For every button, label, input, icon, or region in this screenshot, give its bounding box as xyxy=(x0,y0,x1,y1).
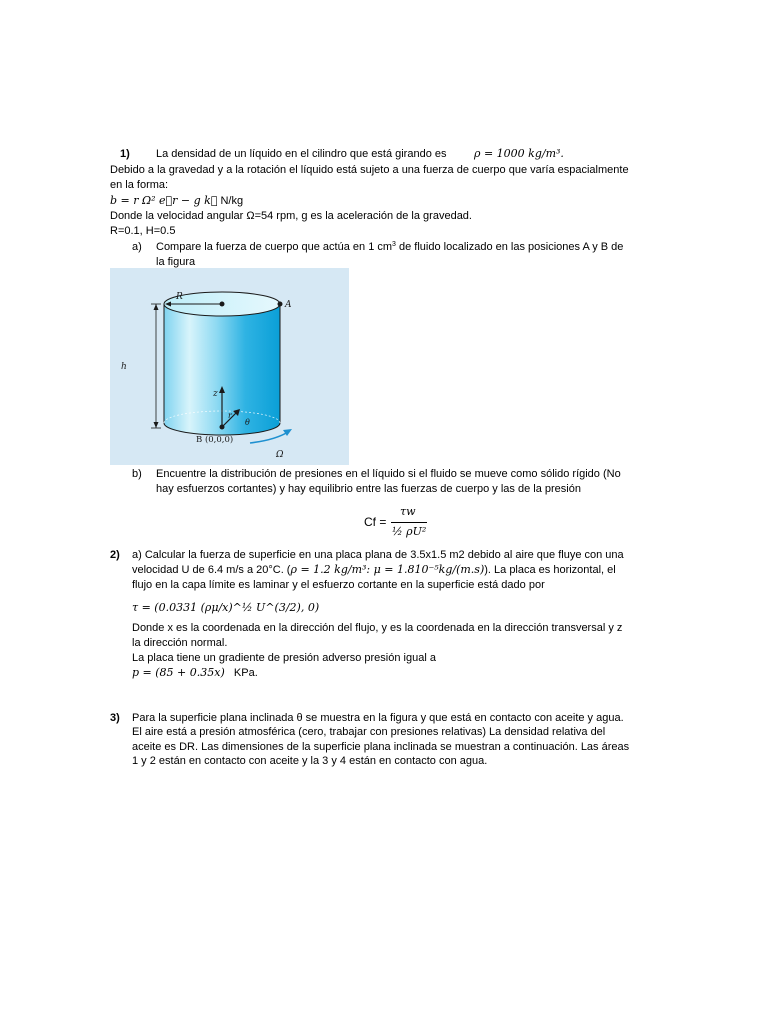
density-formula: ρ = 1000 kg/m³. xyxy=(474,147,564,160)
body-force-formula: b = r Ω² e⃗r − g k⃗ xyxy=(110,194,218,207)
p3-line3: aceite es DR. Las dimensiones de la superficie plana inclinada se muestran a continuación. Las áreas xyxy=(132,741,630,753)
p2-line1: a) Calcular la fuerza de superficie en una placa plana de 3.5x1.5 m2 debido al aire que fluye con una xyxy=(132,549,624,561)
rotating-cylinder-figure xyxy=(110,268,349,465)
p3-line4: 1 y 2 están en contacto con aceite y la 3 y 4 están en contacto con agua. xyxy=(132,755,488,767)
air-properties-formula: ρ = 1.2 kg/m³: μ = 1.810⁻⁵kg/(m.s) xyxy=(290,563,485,576)
part-a-text: Compare la fuerza de cuerpo que actúa en 1 cm xyxy=(156,241,393,253)
p2-line2-end: ). La placa es horizontal, el xyxy=(484,564,616,576)
p2-line3: flujo en la capa límite es laminar y el esfuerzo cortante en la superficie está dado por xyxy=(132,579,545,591)
label-theta: θ xyxy=(245,418,250,427)
p2-line2-start: velocidad U de 6.4 m/s a 20°C. ( xyxy=(132,564,291,576)
label-R: R xyxy=(176,292,183,302)
p1-line5: R=0.1, H=0.5 xyxy=(110,225,176,237)
label-B: B (0,0,0) xyxy=(196,435,234,445)
cf-lhs: Cf = xyxy=(364,515,387,529)
pressure-formula: p = (85 + 0.35x) xyxy=(132,666,225,679)
body-force-formula-line xyxy=(110,194,243,208)
problem-3-number: 3) xyxy=(110,712,120,724)
p2-line2 xyxy=(132,563,616,577)
part-b-label: b) xyxy=(132,468,142,480)
label-Omega: Ω xyxy=(276,450,284,460)
part-a-text-cont: de fluido localizado en las posiciones A y B de xyxy=(395,241,624,253)
p2-line5: la dirección normal. xyxy=(132,637,228,649)
label-r: r xyxy=(228,411,232,420)
p1-line3: en la forma: xyxy=(110,179,169,191)
part-a-label: a) xyxy=(132,241,142,253)
point-B xyxy=(220,425,225,430)
body-force-unit: N/kg xyxy=(217,195,244,207)
pressure-unit: KPa. xyxy=(233,667,258,679)
pressure-formula-line xyxy=(132,666,258,680)
problem-2-number: 2) xyxy=(110,549,120,561)
top-center-point xyxy=(220,302,225,307)
part-a-superscript: 3 xyxy=(392,241,396,248)
p1-line2: Debido a la gravedad y a la rotación el líquido está sujeto a una fuerza de cuerpo que varía espacialmente xyxy=(110,164,629,176)
part-a-line1 xyxy=(156,240,623,256)
p3-line1: Para la superficie plana inclinada θ se muestra en la figura y que está en contacto con aceite y agua. xyxy=(132,712,624,724)
label-h: h xyxy=(121,362,127,372)
cf-fraction-bar xyxy=(391,522,427,523)
label-A: A xyxy=(285,300,292,310)
part-a-line2: la figura xyxy=(156,256,196,268)
p2-line6: La placa tiene un gradiente de presión adverso presión igual a xyxy=(132,652,436,664)
part-b-line2: hay esfuerzos cortantes) y hay equilibrio entre las fuerzas de cuerpo y las de la presión xyxy=(156,483,581,495)
part-b-line1: Encuentre la distribución de presiones en el líquido si el fluido se mueve como sólido rígido (No xyxy=(156,468,621,480)
shear-stress-formula: τ = (0.0331 (ρμ/x)^½ U^(3/2), 0) xyxy=(132,601,320,614)
cf-numerator: τw xyxy=(400,505,416,518)
p3-line2: El aire está a presión atmosférica (cero, trabajar con presiones relativas) La densidad relativa del xyxy=(132,726,606,738)
label-z: z xyxy=(213,389,218,399)
cf-denominator: ½ ρU² xyxy=(392,525,427,538)
p1-line1: La densidad de un líquido en el cilindro que está girando es xyxy=(156,148,447,160)
p2-line4: Donde x es la coordenada en la dirección del flujo, y es la coordenada en la dirección transversal y z xyxy=(132,622,623,634)
p1-line4: Donde la velocidad angular Ω=54 rpm, g es la aceleración de la gravedad. xyxy=(110,210,472,222)
point-A xyxy=(278,302,283,307)
problem-1-number: 1) xyxy=(120,148,130,160)
